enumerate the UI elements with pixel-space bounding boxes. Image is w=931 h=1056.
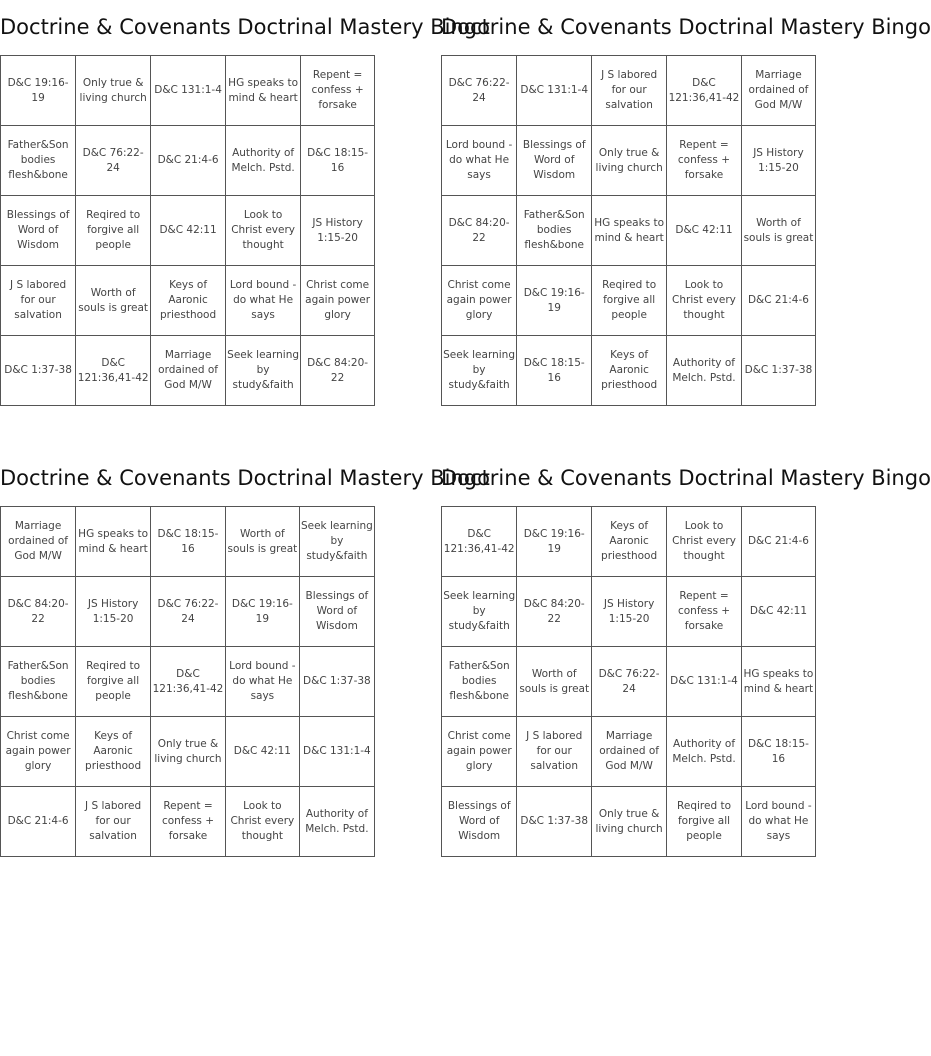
card-title: Doctrine & Covenants Doctrinal Mastery Bingo (441, 15, 931, 39)
grid-row (1, 507, 375, 577)
bingo-cell: D&C 121:36,41-42 (151, 647, 226, 717)
bingo-cell: HG speaks to mind & heart (226, 56, 301, 126)
bingo-cell: Marriage ordained of God M/W (151, 336, 226, 406)
bingo-cell: Only true & living church (592, 126, 667, 196)
bingo-cell: D&C 18:15-16 (151, 507, 226, 577)
bingo-cell: D&C 18:15-16 (301, 126, 375, 196)
bingo-cell: Look to Christ every thought (667, 266, 742, 336)
grid-row (1, 56, 375, 126)
card-title: Doctrine & Covenants Doctrinal Mastery Bingo (441, 466, 931, 490)
bingo-cell: Lord bound - do what He says (741, 787, 815, 857)
bingo-cell: Worth of souls is great (225, 507, 299, 577)
grid-row (442, 647, 816, 717)
bingo-grid (441, 55, 816, 406)
card-title: Doctrine & Covenants Doctrinal Mastery Bingo (0, 15, 490, 39)
bingo-cell: Father&Son bodies flesh&bone (1, 126, 76, 196)
bingo-cell: Reqired to forgive all people (667, 787, 742, 857)
bingo-cell: Reqired to forgive all people (76, 196, 151, 266)
bingo-cell: D&C 18:15-16 (741, 717, 815, 787)
bingo-cell: Only true & living church (151, 717, 226, 787)
grid-row (1, 126, 375, 196)
card-title: Doctrine & Covenants Doctrinal Mastery Bingo (0, 466, 490, 490)
bingo-cell: D&C 131:1-4 (299, 717, 374, 787)
grid-row (442, 126, 816, 196)
bingo-cell: JS History 1:15-20 (301, 196, 375, 266)
bingo-cell: Father&Son bodies flesh&bone (517, 196, 592, 266)
bingo-cell: D&C 1:37-38 (299, 647, 374, 717)
bingo-cell: D&C 131:1-4 (151, 56, 226, 126)
bingo-cell: JS History 1:15-20 (592, 577, 667, 647)
grid-row (442, 336, 816, 406)
bingo-cell: D&C 18:15-16 (517, 336, 592, 406)
bingo-cell: D&C 131:1-4 (667, 647, 742, 717)
bingo-cell: Authority of Melch. Pstd. (667, 336, 742, 406)
grid-row (442, 196, 816, 266)
bingo-cell: D&C 42:11 (667, 196, 742, 266)
bingo-cell: Worth of souls is great (517, 647, 592, 717)
bingo-cell: D&C 19:16-19 (517, 507, 592, 577)
bingo-cell: D&C 84:20-22 (301, 336, 375, 406)
bingo-cell: Father&Son bodies flesh&bone (442, 647, 517, 717)
grid-row (1, 336, 375, 406)
grid-row (1, 577, 375, 647)
bingo-card-1 (0, 0, 490, 391)
bingo-cell: D&C 21:4-6 (151, 126, 226, 196)
bingo-cell: Lord bound - do what He says (226, 266, 301, 336)
bingo-cell: Look to Christ every thought (667, 507, 742, 577)
bingo-cell: Christ come again power glory (1, 717, 76, 787)
grid-row (442, 266, 816, 336)
bingo-cell: Keys of Aaronic priesthood (76, 717, 151, 787)
bingo-grid (441, 506, 816, 857)
grid-row (442, 577, 816, 647)
grid-row (442, 787, 816, 857)
bingo-grid (0, 506, 375, 857)
bingo-cell: Reqired to forgive all people (76, 647, 151, 717)
bingo-cell: Only true & living church (76, 56, 151, 126)
bingo-cell: D&C 84:20-22 (442, 196, 517, 266)
bingo-cell: Keys of Aaronic priesthood (592, 507, 667, 577)
grid-row (442, 56, 816, 126)
bingo-cell: J S labored for our salvation (1, 266, 76, 336)
bingo-cell: Lord bound - do what He says (442, 126, 517, 196)
bingo-cell: Look to Christ every thought (226, 196, 301, 266)
bingo-cell: HG speaks to mind & heart (76, 507, 151, 577)
bingo-cell: D&C 21:4-6 (741, 266, 815, 336)
bingo-cell: Authority of Melch. Pstd. (226, 126, 301, 196)
bingo-cell: Repent = confess + forsake (667, 577, 742, 647)
bingo-cell: D&C 42:11 (741, 577, 815, 647)
grid-row (1, 717, 375, 787)
bingo-cell: D&C 1:37-38 (517, 787, 592, 857)
grid-row (1, 787, 375, 857)
bingo-cell: D&C 84:20-22 (517, 577, 592, 647)
bingo-cell: D&C 131:1-4 (517, 56, 592, 126)
bingo-cell: D&C 84:20-22 (1, 577, 76, 647)
bingo-cell: D&C 76:22-24 (442, 56, 517, 126)
bingo-cell: Repent = confess + forsake (667, 126, 742, 196)
bingo-cell: D&C 19:16-19 (225, 577, 299, 647)
bingo-cell: Repent = confess + forsake (301, 56, 375, 126)
bingo-cell: Marriage ordained of God M/W (741, 56, 815, 126)
grid-row (442, 507, 816, 577)
grid-row (1, 647, 375, 717)
bingo-cell: D&C 19:16-19 (517, 266, 592, 336)
bingo-cell: Repent = confess + forsake (151, 787, 226, 857)
bingo-cell: D&C 121:36,41-42 (76, 336, 151, 406)
bingo-cell: D&C 21:4-6 (741, 507, 815, 577)
bingo-cell: D&C 76:22-24 (592, 647, 667, 717)
bingo-cell: Keys of Aaronic priesthood (151, 266, 226, 336)
bingo-cell: D&C 76:22-24 (151, 577, 226, 647)
bingo-cell: Worth of souls is great (741, 196, 815, 266)
bingo-cell: D&C 1:37-38 (1, 336, 76, 406)
bingo-cell: Reqired to forgive all people (592, 266, 667, 336)
bingo-cell: D&C 42:11 (151, 196, 226, 266)
bingo-cell: D&C 76:22-24 (76, 126, 151, 196)
bingo-cell: Look to Christ every thought (225, 787, 299, 857)
bingo-cell: Marriage ordained of God M/W (1, 507, 76, 577)
bingo-card-4 (441, 451, 931, 842)
bingo-cell: Christ come again power glory (301, 266, 375, 336)
bingo-cell: Seek learning by study&faith (442, 577, 517, 647)
bingo-cell: J S labored for our salvation (76, 787, 151, 857)
bingo-cell: Blessings of Word of Wisdom (442, 787, 517, 857)
grid-row (442, 717, 816, 787)
bingo-cell: JS History 1:15-20 (76, 577, 151, 647)
bingo-cell: HG speaks to mind & heart (741, 647, 815, 717)
bingo-cell: Seek learning by study&faith (299, 507, 374, 577)
bingo-cell: D&C 1:37-38 (741, 336, 815, 406)
bingo-cell: Blessings of Word of Wisdom (299, 577, 374, 647)
bingo-cell: Seek learning by study&faith (226, 336, 301, 406)
bingo-cell: Blessings of Word of Wisdom (1, 196, 76, 266)
bingo-cell: Christ come again power glory (442, 266, 517, 336)
bingo-cell: HG speaks to mind & heart (592, 196, 667, 266)
bingo-cell: Worth of souls is great (76, 266, 151, 336)
bingo-cell: D&C 21:4-6 (1, 787, 76, 857)
grid-row (1, 266, 375, 336)
bingo-cell: J S labored for our salvation (592, 56, 667, 126)
bingo-cell: Authority of Melch. Pstd. (299, 787, 374, 857)
bingo-cell: Christ come again power glory (442, 717, 517, 787)
bingo-cell: J S labored for our salvation (517, 717, 592, 787)
bingo-cell: D&C 121:36,41-42 (667, 56, 742, 126)
bingo-grid (0, 55, 375, 406)
bingo-cell: Authority of Melch. Pstd. (667, 717, 742, 787)
bingo-cell: D&C 19:16-19 (1, 56, 76, 126)
grid-row (1, 196, 375, 266)
bingo-card-2 (441, 0, 931, 391)
bingo-cell: Blessings of Word of Wisdom (517, 126, 592, 196)
bingo-cell: D&C 121:36,41-42 (442, 507, 517, 577)
bingo-cell: D&C 42:11 (225, 717, 299, 787)
bingo-cell: Keys of Aaronic priesthood (592, 336, 667, 406)
bingo-cell: Lord bound - do what He says (225, 647, 299, 717)
bingo-card-3 (0, 451, 490, 842)
bingo-cell: Seek learning by study&faith (442, 336, 517, 406)
bingo-cell: JS History 1:15-20 (741, 126, 815, 196)
bingo-cell: Marriage ordained of God M/W (592, 717, 667, 787)
bingo-cell: Father&Son bodies flesh&bone (1, 647, 76, 717)
bingo-cell: Only true & living church (592, 787, 667, 857)
